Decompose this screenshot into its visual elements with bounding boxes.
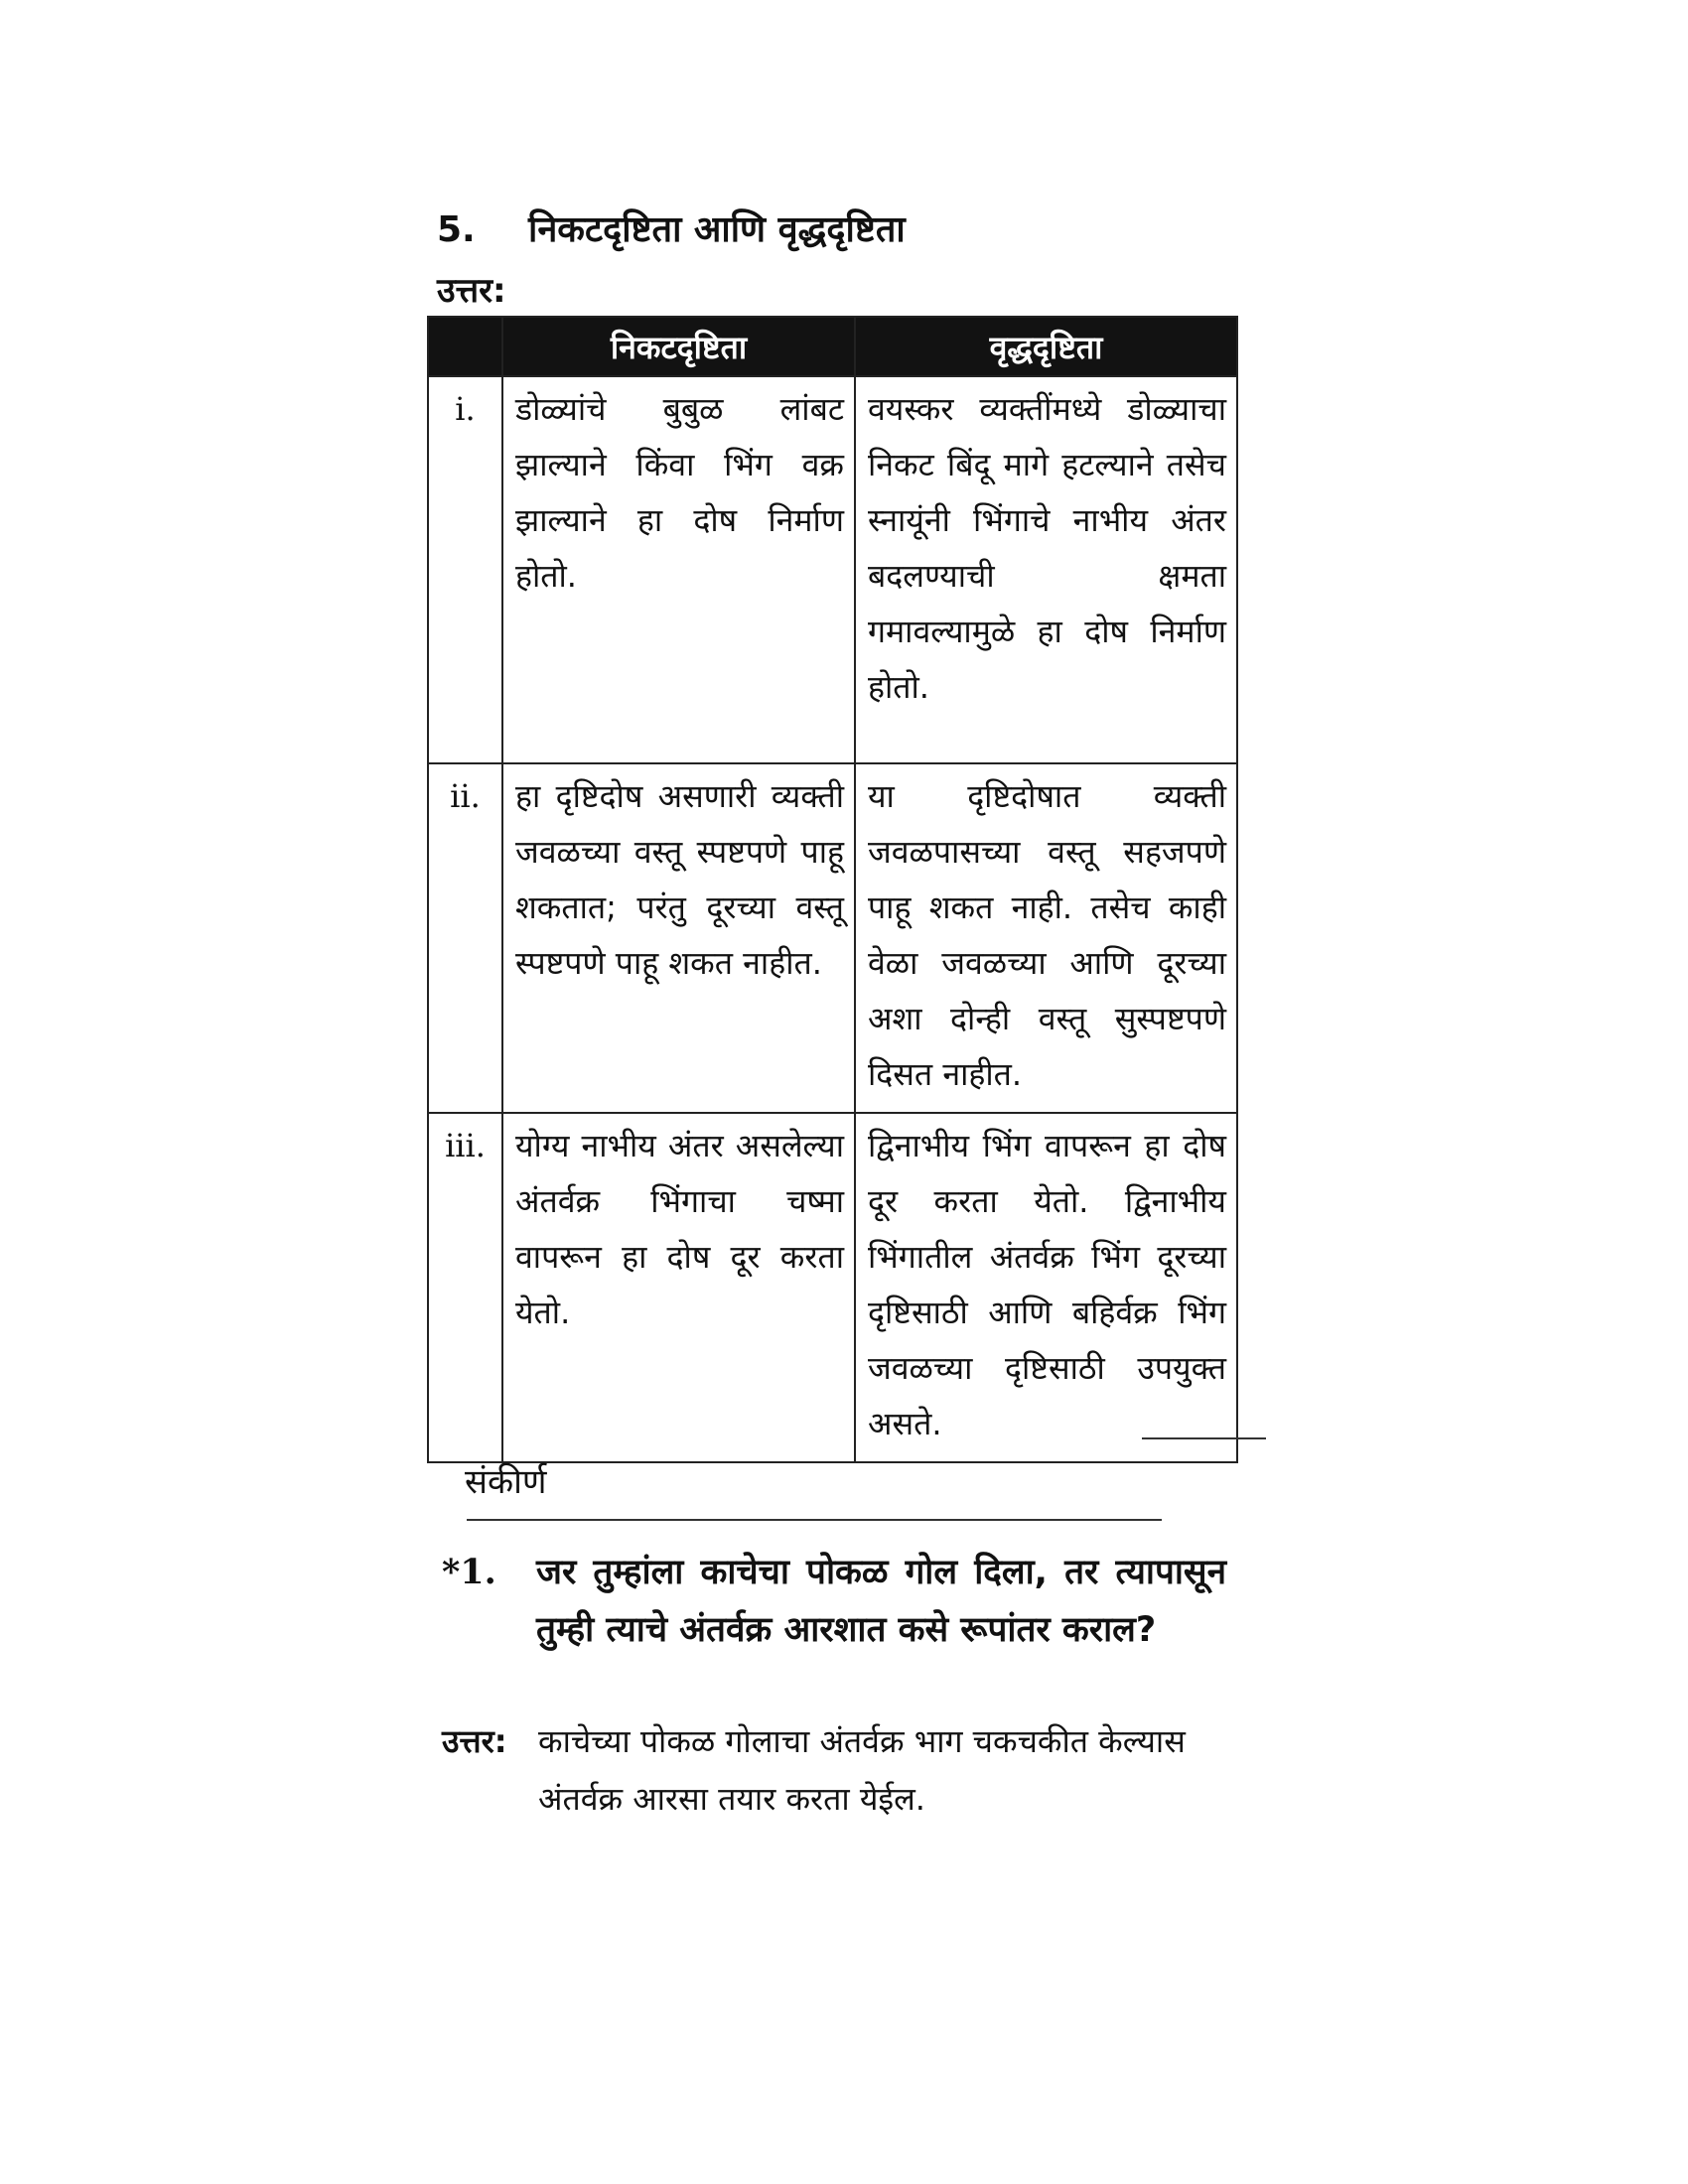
answer-text: काचेच्या पोकळ गोलाचा अंतर्वक्र भाग चकचकीत केल्यास अंतर्वक्र आरसा तयार करता येईल.: [538, 1722, 1186, 1818]
table-header-index: [428, 317, 502, 376]
presbyopia-cell: द्विनाभीय भिंग वापरून हा दोष दूर करता येतो. द्विनाभीय भिंगातील अंतर्वक्र भिंग दूरच्या दृष्टिसाठी आणि बहिर्वक्र भिंग जवळच्या दृष्टिसाठी उपयुक्त असते.: [855, 1113, 1237, 1462]
table-row: [428, 763, 1237, 1113]
question-number: *1.: [442, 1552, 496, 1592]
question-text: जर तुम्हांला काचेचा पोकळ गोल दिला, तर त्यापासून तुम्ही त्याचे अंतर्वक्र आरशात कसे रूपांतर कराल?: [536, 1553, 1226, 1650]
section-title: संकीर्ण: [465, 1462, 547, 1502]
table-header-presbyopia: वृद्धदृष्टिता: [855, 317, 1237, 376]
presbyopia-cell: या दृष्टिदोषात व्यक्ती जवळपासच्या वस्तू सहजपणे पाहू शकत नाही. तसेच काही वेळा जवळच्या आणि दूरच्या अशा दोन्ही वस्तू सुस्पष्टपणे दिसत नाहीत.: [855, 763, 1237, 1113]
answer-label: उत्तर:: [437, 271, 506, 311]
divider-short: [1142, 1437, 1266, 1439]
row-index: ii.: [428, 763, 502, 1113]
table-header-row: [428, 317, 1237, 376]
presbyopia-cell: वयस्कर व्यक्तींमध्ये डोळ्याचा निकट बिंदू मागे हटल्याने तसेच स्नायूंनी भिंगाचे नाभीय अंतर बदलण्याची क्षमता गमावल्यामुळे हा दोष निर्माण होतो.: [855, 376, 1237, 763]
question-title: निकटदृष्टिता आणि वृद्धदृष्टिता: [528, 209, 906, 250]
row-index: i.: [428, 376, 502, 763]
table-row: [428, 376, 1237, 763]
question-1: [442, 1544, 1226, 1659]
answer-1: [442, 1712, 1266, 1828]
question-5-heading: [437, 204, 906, 252]
section-divider: [467, 1519, 1162, 1521]
row-index: iii.: [428, 1113, 502, 1462]
myopia-cell: योग्य नाभीय अंतर असलेल्या अंतर्वक्र भिंगाचा चष्मा वापरून हा दोष दूर करता येतो.: [502, 1113, 855, 1462]
table-header-myopia: निकटदृष्टिता: [502, 317, 855, 376]
table-row: [428, 1113, 1237, 1462]
myopia-cell: डोळ्यांचे बुबुळ लांबट झाल्याने किंवा भिंग वक्र झाल्याने हा दोष निर्माण होतो.: [502, 376, 855, 763]
answer-label: उत्तर:: [442, 1722, 507, 1760]
comparison-table: [427, 316, 1238, 1463]
myopia-cell: हा दृष्टिदोष असणारी व्यक्ती जवळच्या वस्तू स्पष्टपणे पाहू शकतात; परंतु दूरच्या वस्तू स्पष्टपणे पाहू शकत नाहीत.: [502, 763, 855, 1113]
question-number: 5.: [437, 209, 476, 250]
